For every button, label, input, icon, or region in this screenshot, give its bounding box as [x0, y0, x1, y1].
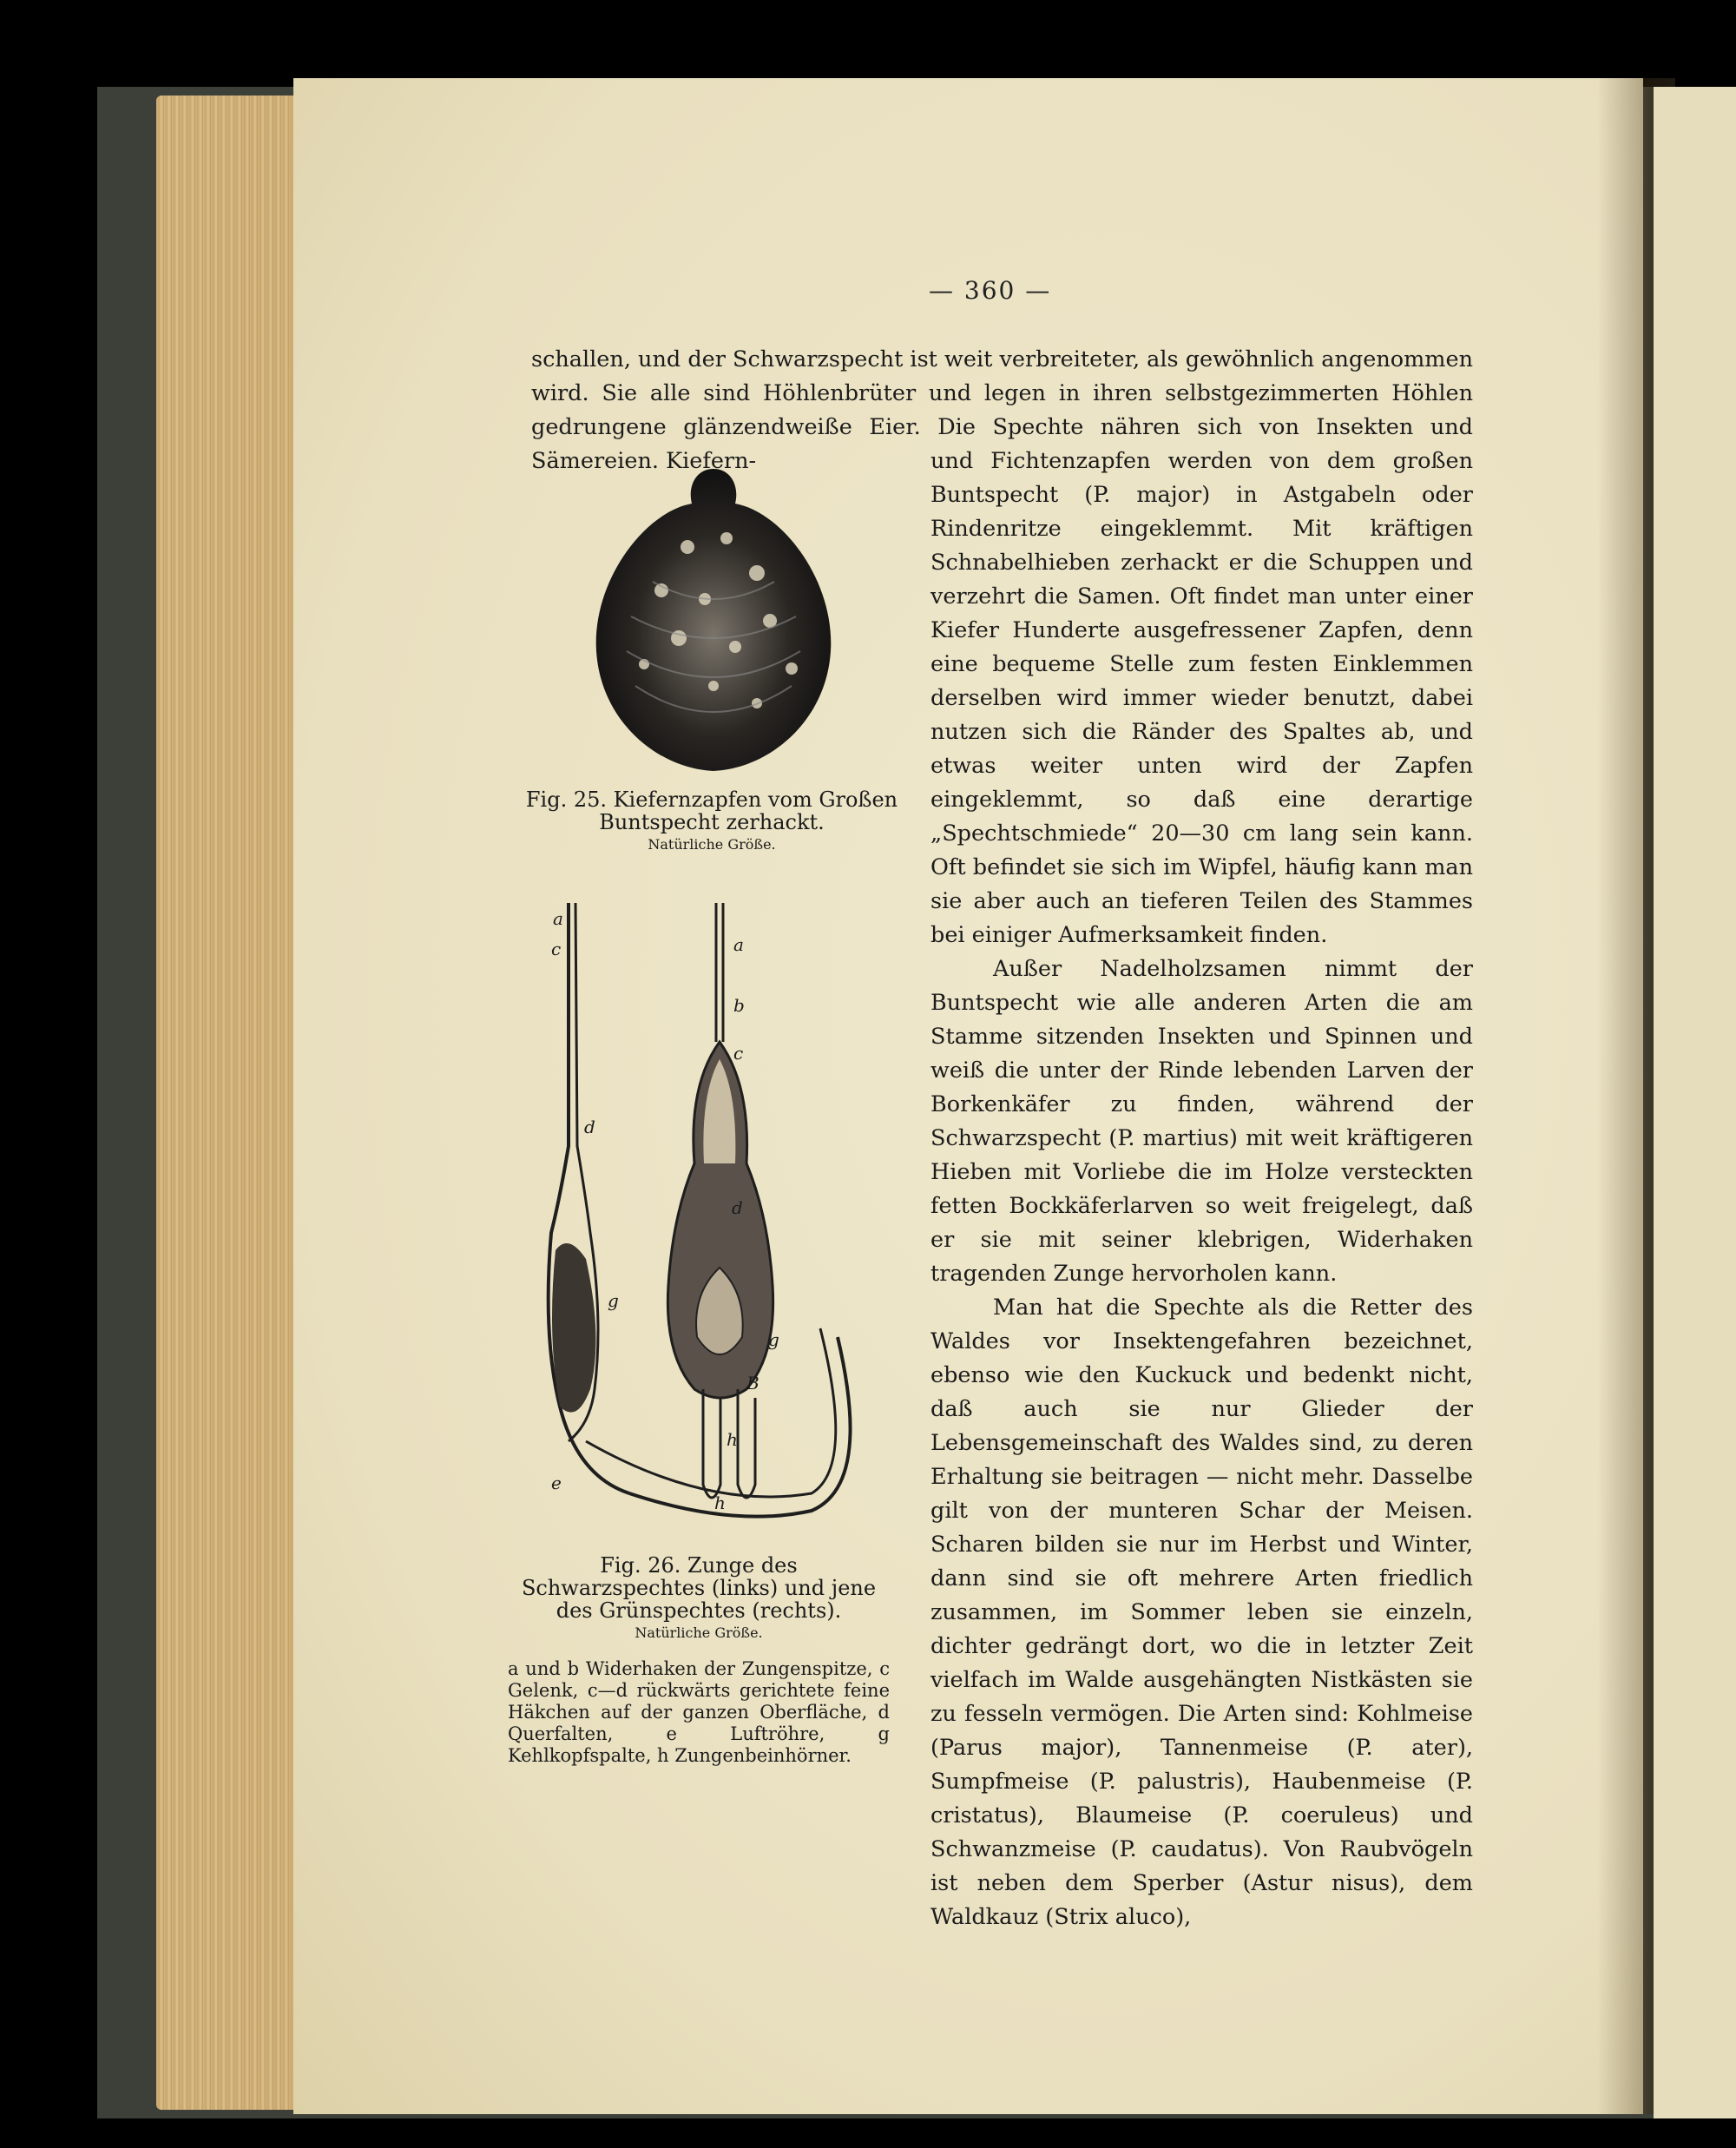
- facing-page: [1654, 87, 1736, 2118]
- intro-paragraph: schallen, und der Schwarzspecht ist weit verbreiteter, als gewöhnlich angenommen wird. Sie alle sind Höhlenbrüter und legen in ihren selbstgezimmerten Höhlen gedrungene glänzendweiße Eier. Die Spechte nähren sich von Insekten und Sämereien. Kiefern-: [531, 346, 1473, 474]
- page-number: — 360 —: [929, 276, 1052, 305]
- right-column: [930, 445, 1473, 1934]
- label-d-left: d: [584, 1117, 595, 1137]
- pine-cone-illustration: [583, 451, 844, 781]
- label-g-right: g: [768, 1329, 779, 1350]
- woodpecker-tongue-illustration: [508, 886, 872, 1545]
- fig26-legend: a und b Widerhaken der Zungenspitze, c Gelenk, c—d rückwärts gerichtete feine Häkchen auf der ganzen Oberfläche, d Querfalten, e Luftröhre, g Kehlkopfspalte, h Zungenbeinhörner.: [508, 1658, 890, 1766]
- label-g-left: g: [608, 1290, 619, 1311]
- paragraph-2: Außer Nadelholzsamen nimmt der Buntspecht wie alle anderen Arten die am Stamme sitzenden Insekten und Spinnen und weiß die unter der Rinde lebenden Larven der Borkenkäfer zu finden, während der Schwarzspecht (P. martius) mit weit kräftigeren Hieben mit Vorliebe die im Holze versteckten fetten Bockkäferlarven so weit freigelegt, daß er sie mit seiner klebrigen, Widerhaken tragenden Zunge hervorholen kann.: [930, 956, 1473, 1287]
- fig26-caption: [508, 1554, 890, 1644]
- fig26-caption-text: Fig. 26. Zunge des Schwarzspechtes (links) und jene des Grünspechtes (rechts).: [521, 1553, 877, 1623]
- paragraph-3: Man hat die Spechte als die Retter des Waldes vor Insektengefahren bezeichnet, ebenso wie den Kuckuck und bedenkt nicht, daß auch sie nur Glieder der Lebensgemeinschaft des Waldes sind, zu deren Erhaltung sie beitragen — nicht mehr. Dasselbe gilt von der munteren Schar der Meisen. Scharen bilden sie nur im Herbst und Winter, dann sind sie oft mehrere Arten friedlich zusammen, im Sommer leben sie einzeln, dichter gedrängt dort, wo die in letzter Zeit vielfach im Walde ausgehängten Nistkästen sie zu fesseln vermögen. Die Arten sind: Kohlmeise (Parus major), Tannenmeise (P. ater), Sumpfmeise (P. palustris), Haubenmeise (P. cristatus), Blaumeise (P. coeruleus) und Schwanzmeise (P. caudatus). Von Raubvögeln ist neben dem Sperber (Astur nisus), dem Waldkauz (Strix aluco),: [930, 1295, 1473, 1930]
- label-B: B: [746, 1373, 760, 1394]
- label-a-right: a: [733, 934, 744, 955]
- label-c-left: c: [551, 939, 562, 959]
- label-c-right: c: [733, 1043, 744, 1064]
- fig25-size-note: Natürliche Größe.: [648, 836, 776, 853]
- label-b-right: b: [733, 995, 745, 1016]
- page-edges: [156, 96, 295, 2110]
- paragraph-1: und Fichtenzapfen werden von dem großen Buntspecht (P. major) in Astgabeln oder Rindenritze eingeklemmt. Mit kräftigen Schnabelhieben zerhackt er die Schuppen und verzehrt die Samen. Oft findet man unter einer Kiefer Hunderte ausgefressener Zapfen, denn eine bequeme Stelle zum festen Einklemmen derselben wird immer wieder benutzt, dabei nutzen sich die Ränder des Spaltes ab, und etwas weiter unten wird der Zapfen eingeklemmt, so daß eine derartige „Spechtschmiede“ 20—30 cm lang sein kann. Oft befindet sie sich im Wipfel, häufig kann man sie aber auch an tieferen Teilen des Stammes bei einiger Aufmerksamkeit finden.: [930, 448, 1473, 948]
- label-h-right: h: [727, 1429, 738, 1450]
- fig25-caption-text: Fig. 25. Kiefernzapfen vom Großen Buntspecht zerhackt.: [525, 787, 898, 834]
- fig26-size-note: Natürliche Größe.: [635, 1624, 763, 1641]
- label-e: e: [551, 1473, 562, 1493]
- label-h-bottom: h: [714, 1492, 726, 1513]
- fig25-caption: [521, 788, 903, 856]
- label-d-right: d: [732, 1197, 743, 1218]
- label-a-left: a: [553, 908, 563, 929]
